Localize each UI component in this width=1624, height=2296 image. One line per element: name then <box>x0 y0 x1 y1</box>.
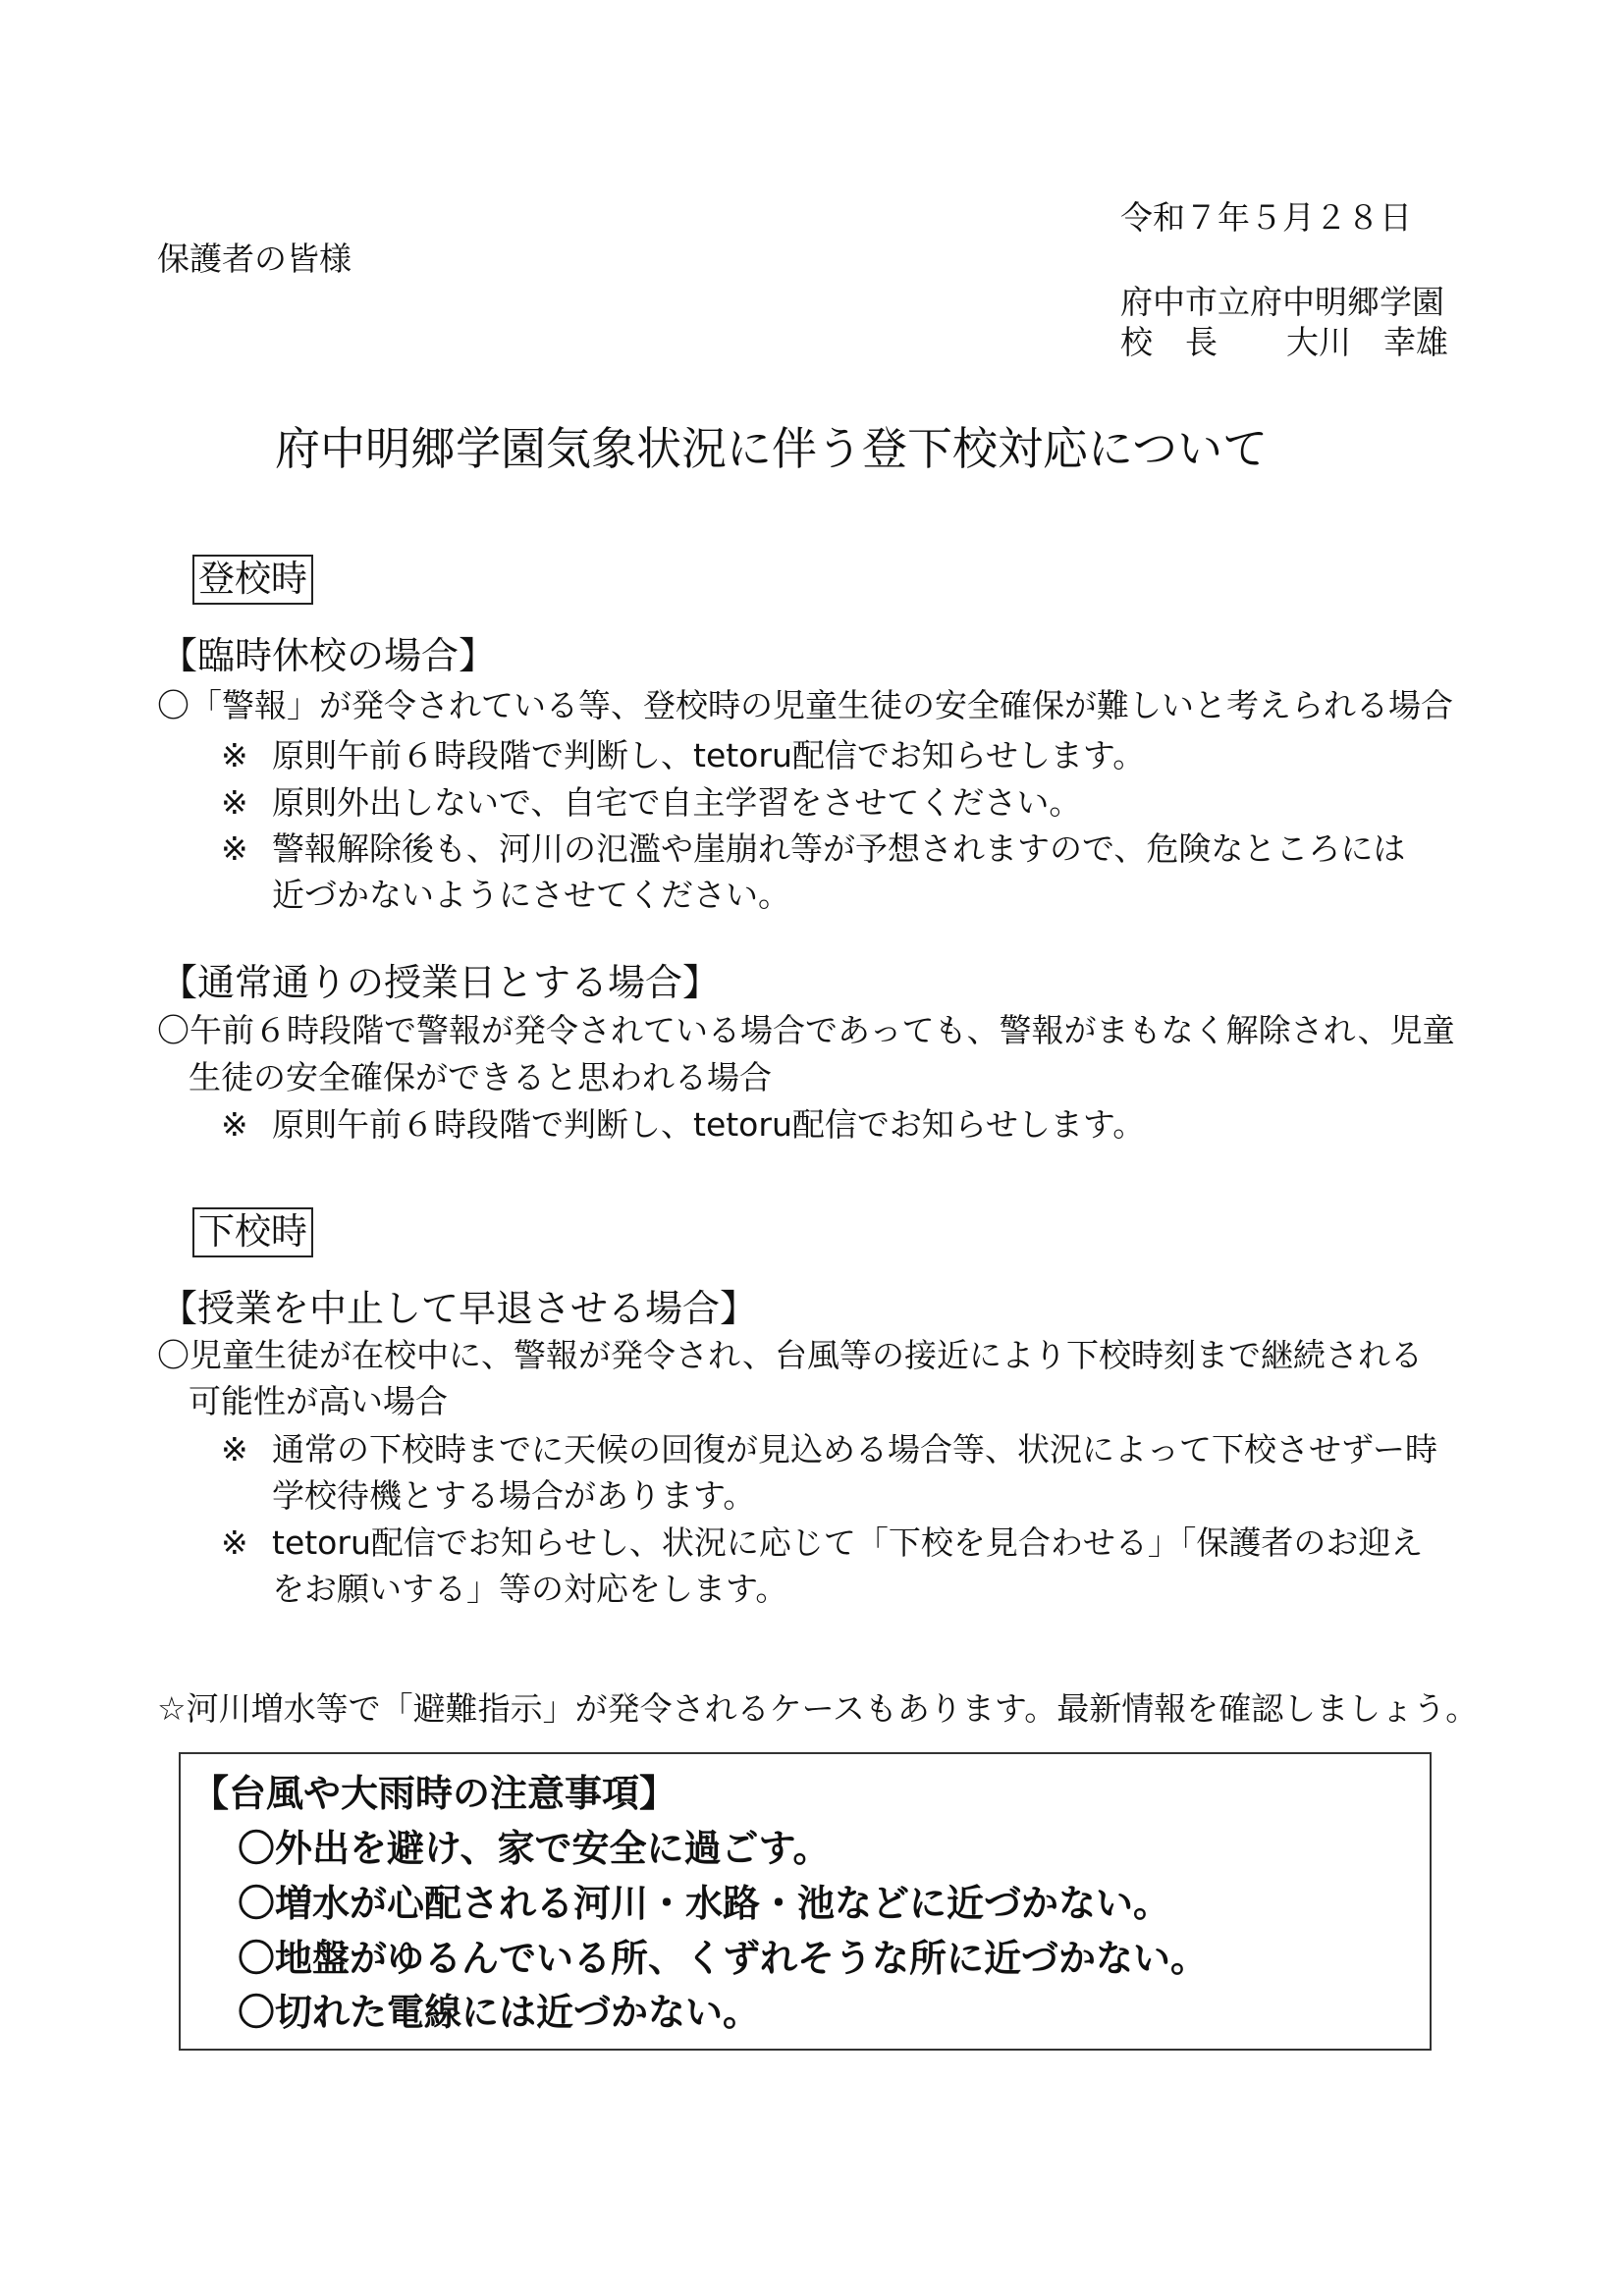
principal-name: 大川 幸雄 <box>1286 323 1448 361</box>
caution-item: 〇切れた電線には近づかない。 <box>238 1991 761 2034</box>
note-marker: ※ <box>221 783 248 822</box>
note-text-continued: 近づかないようにさせてください。 <box>272 876 790 914</box>
evacuation-notice: ☆河川増水等で「避難指示」が発令されるケースもあります。最新情報を確認しましょう。 <box>157 1689 1479 1728</box>
caution-item: 〇地盤がゆるんでいる所、くずれそうな所に近づかない。 <box>238 1937 1209 1980</box>
case-condition-continued: 生徒の安全確保ができると思われる場合 <box>189 1058 772 1096</box>
note-marker: ※ <box>221 736 248 774</box>
case-label: 【授業を中止して早退させる場合】 <box>160 1287 758 1330</box>
recipient: 保護者の皆様 <box>157 240 352 278</box>
note-marker: ※ <box>221 1430 248 1468</box>
case-condition-continued: 可能性が高い場合 <box>189 1382 448 1420</box>
page-title: 府中明郷学園気象状況に伴う登下校対応について <box>275 422 1269 475</box>
note-text-continued: 学校待機とする場合があります。 <box>272 1476 756 1515</box>
caution-box-title: 【台風や大雨時の注意事項】 <box>191 1772 677 1815</box>
caution-item: 〇増水が心配される河川・水路・池などに近づかない。 <box>238 1882 1171 1925</box>
note-text: 原則午前６時段階で判断し、tetoru配信でお知らせします。 <box>272 736 1146 774</box>
case-condition: 〇「警報」が発令されている等、登校時の児童生徒の安全確保が難しいと考えられる場合 <box>157 686 1453 724</box>
caution-item: 〇外出を避け、家で安全に過ごす。 <box>238 1827 831 1870</box>
section-heading-dismissal: 下校時 <box>192 1207 313 1257</box>
case-condition: 〇午前６時段階で警報が発令されている場合であっても、警報がまもなく解除され、児童 <box>157 1011 1455 1049</box>
note-text-continued: をお願いする」等の対応をします。 <box>272 1570 788 1608</box>
note-text: 通常の下校時までに天候の回復が見込める場合等、状況によって下校させずー時 <box>272 1430 1438 1468</box>
note-marker: ※ <box>221 1523 248 1562</box>
note-text: 原則午前６時段階で判断し、tetoru配信でお知らせします。 <box>272 1105 1146 1144</box>
note-text: 警報解除後も、河川の氾濫や崖崩れ等が予想されますので、危険なところには <box>272 829 1406 868</box>
section-heading-arrival: 登校時 <box>192 555 313 605</box>
note-marker: ※ <box>221 1105 248 1144</box>
case-condition: 〇児童生徒が在校中に、警報が発令され、台風等の接近により下校時刻まで継続される <box>157 1336 1423 1374</box>
principal-title: 校 長 <box>1120 323 1218 361</box>
document-date: 令和７年５月２８日 <box>1120 198 1412 237</box>
note-text: 原則外出しないで、自宅で自主学習をさせてください。 <box>272 783 1082 822</box>
case-label: 【臨時休校の場合】 <box>160 634 497 677</box>
note-text: tetoru配信でお知らせし、状況に応じて「下校を見合わせる」「保護者のお迎え <box>272 1523 1424 1562</box>
note-marker: ※ <box>221 829 248 868</box>
school-name: 府中市立府中明郷学園 <box>1120 283 1444 321</box>
case-label: 【通常通りの授業日とする場合】 <box>160 961 721 1004</box>
